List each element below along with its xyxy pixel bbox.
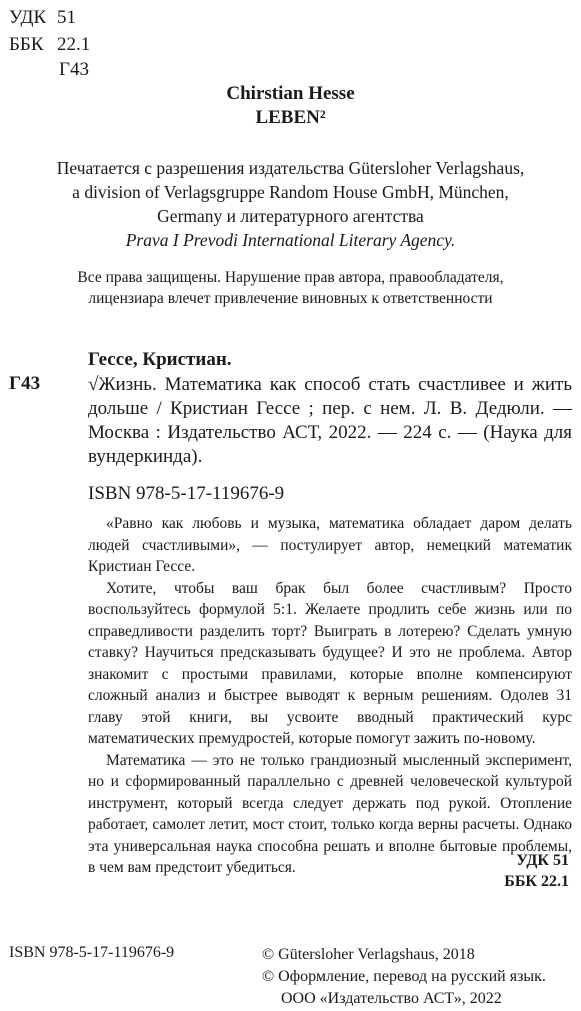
permission-line-4: Prava I Prevodi International Literary Agency. [125, 230, 456, 250]
original-author: Chirstian Hesse [226, 83, 355, 104]
permission-line-3: Germany и литературного агентства [157, 206, 424, 226]
copyright-line-3: ООО «Издательство АСТ», 2022 [281, 990, 502, 1007]
classification-codes [504, 850, 569, 892]
udk-code: УДК 51 [516, 852, 569, 869]
rights-notice [10, 267, 571, 309]
rights-line-2: лицензиара влечет привлечение виновных к ответственности [88, 290, 493, 307]
copyright-block [262, 944, 546, 1010]
udk-line [9, 6, 76, 30]
bbk-line [9, 33, 90, 57]
permission-line-2: a division of Verlagsgruppe Random House GmbH, München, [72, 182, 509, 202]
udk-label: УДК [9, 7, 47, 28]
original-title: LEBEN² [255, 107, 326, 128]
copyright-line-2: © Оформление, перевод на русский язык. [262, 968, 546, 985]
catalog-isbn: ISBN 978-5-17-119676-9 [88, 483, 285, 504]
bbk-value: 22.1 [57, 34, 91, 55]
catalog-mark: Г43 [9, 373, 41, 394]
catalog-description: √Жизнь. Математика как способ стать счастливее и жить дольше / Кристиан Гессе ; пер. с нем. Л. В. Дедюли. — Москва : Издательство АСТ, 2022. — 224 с. — (Наука для вундеркинда). [88, 374, 572, 467]
bbk-label: ББК [9, 34, 44, 55]
annotation-paragraph-1: «Равно как любовь и музыка, математика обладает даром делать людей счастливыми», — постулирует автор, немецкий математик Кристиан Гессе. [88, 515, 572, 575]
bbk-code: ББК 22.1 [504, 873, 569, 890]
annotation [88, 513, 572, 879]
copyright-line-1: © Gütersloher Verlagshaus, 2018 [262, 946, 475, 963]
catalog-heading: Гессе, Кристиан. [88, 349, 232, 370]
permission-line-1: Печатается с разрешения издательства Gütersloher Verlagshaus, [56, 158, 525, 178]
rights-line-1: Все права защищены. Нарушение прав автора, правообладателя, [77, 269, 504, 286]
annotation-paragraph-2: Хотите, чтобы ваш брак был более счастливым? Просто воспользуйтесь формулой 5:1. Желаете продлить себе жизнь или по справедливости разделить торт? Выиграть в лотерею? Сделать умную ставку? Научиться предсказывать будущее? И это не проблема. Автор знакомит с простыми правилами, которые вполне компенсируют сложный анализ и быстрее выводят к верным решениям. Одолев 31 главу этой книги, вы усвоите вводный практический курс математических премудростей, которые помогут зажить по-новому. [88, 579, 572, 747]
permission-notice [10, 156, 571, 252]
author-mark-line [9, 58, 89, 82]
author-mark: Г43 [59, 59, 89, 80]
annotation-paragraph-3: Математика — это не только грандиозный мысленный эксперимент, но и сформированный параллельно с древней человеческой культурой инструмент, который всегда следует держать под рукой. Отопление работает, самолет летит, мост стоит, только когда верны расчеты. Однако эта универсальная наука способна решать и вполне бытовые проблемы, в чем вам предстоит убедиться. [88, 751, 572, 876]
footer-isbn: ISBN 978-5-17-119676-9 [9, 944, 175, 961]
udk-value: 51 [57, 7, 76, 28]
